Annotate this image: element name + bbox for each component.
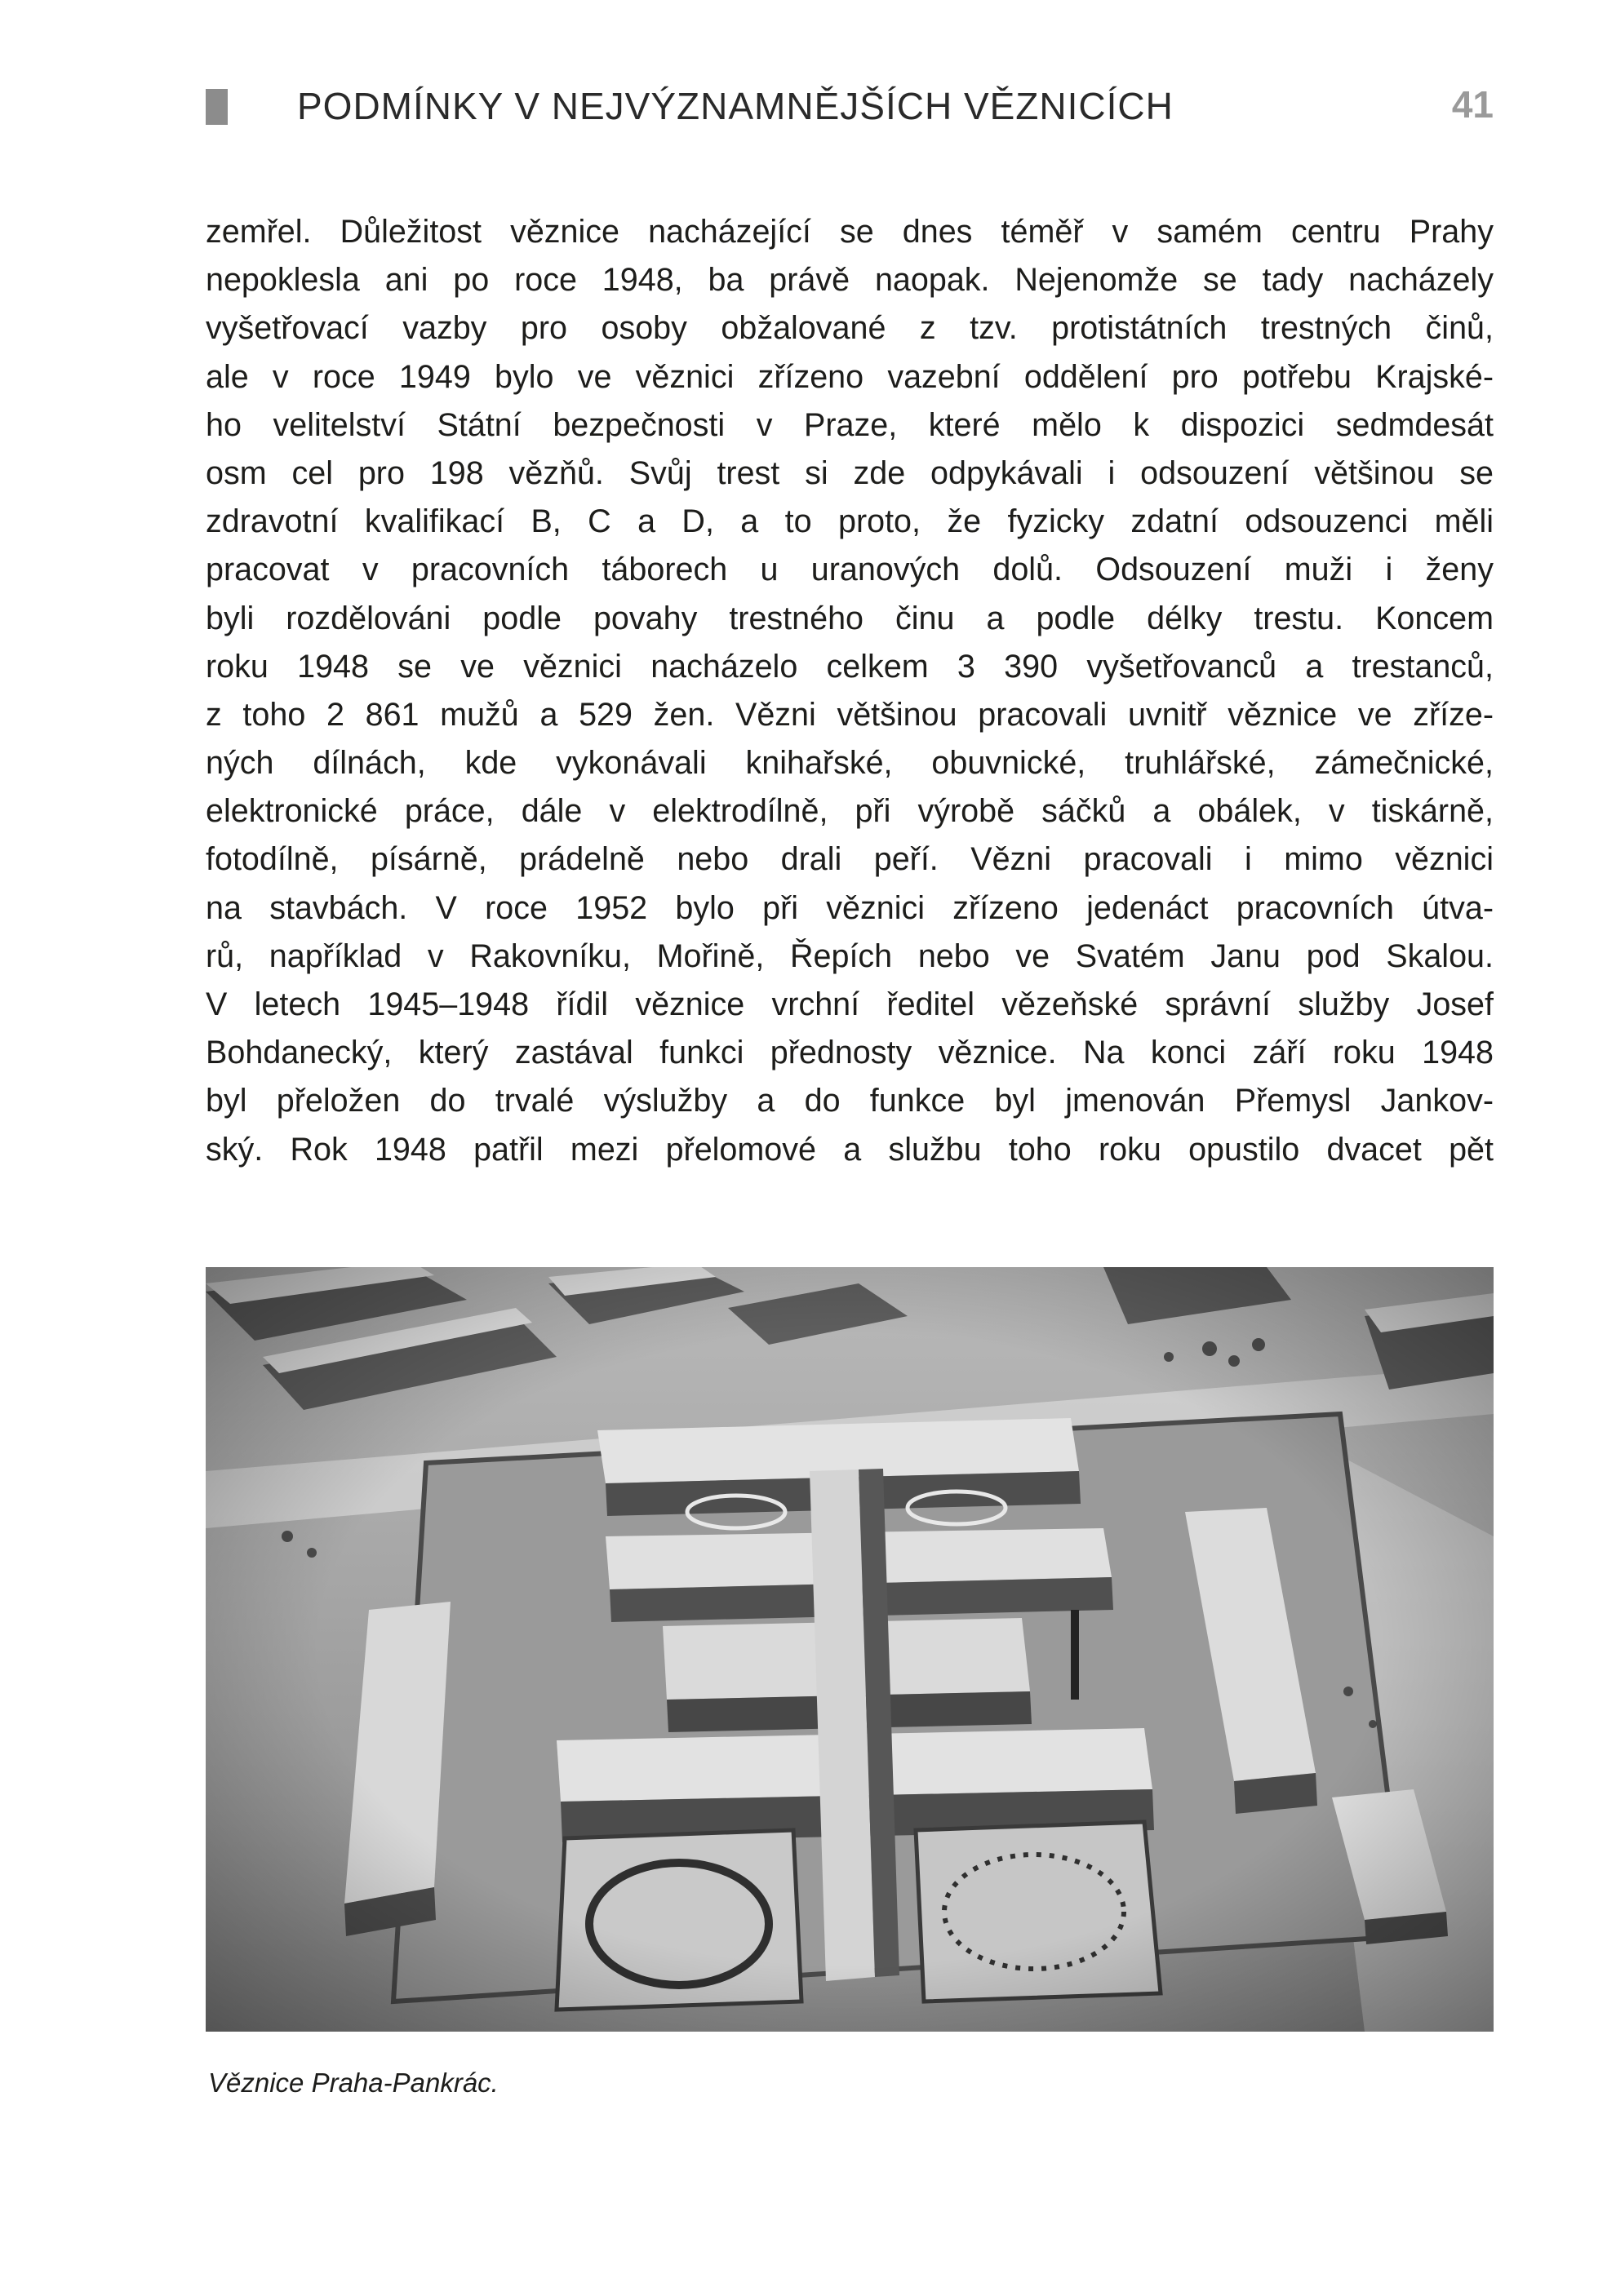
aerial-photo-prison	[206, 1267, 1494, 2032]
text-line: pracovat v pracovních táborech u uranových dolů. Odsouzení muži i ženy	[206, 552, 1494, 588]
chapter-title: PODMÍNKY V NEJVÝZNAMNĚJŠÍCH VĚZNICÍCH	[297, 85, 1174, 127]
header-marker	[206, 89, 228, 125]
text-line: na stavbách. V roce 1952 bylo při věznici zřízeno jedenáct pracovních útva-	[206, 889, 1494, 926]
text-line: zemřel. Důležitost věznice nacházející se dnes téměř v samém centru Prahy	[206, 214, 1494, 250]
text-line: elektronické práce, dále v elektrodílně, při výrobě sáčků a obálek, v tiskárně,	[206, 793, 1494, 830]
text-line: byl přeložen do trvalé výslužby a do funkce byl jmenován Přemysl Jankov-	[206, 1083, 1494, 1119]
text-line: nepoklesla ani po roce 1948, ba právě naopak. Nejenomže se tady nacházely	[206, 262, 1494, 299]
text-line: ho velitelství Státní bezpečnosti v Praze, které mělo k dispozici sedmdesát	[206, 406, 1494, 443]
text-line: rů, například v Rakovníku, Mořině, Řepích nebo ve Svatém Janu pod Skalou.	[206, 937, 1494, 974]
photo-caption: Věznice Praha-Pankrác.	[208, 2068, 499, 2098]
text-line: osm cel pro 198 vězňů. Svůj trest si zde odpykávali i odsouzení většinou se	[206, 454, 1494, 491]
text-line: ale v roce 1949 bylo ve věznici zřízeno vazební oddělení pro potřebu Krajské-	[206, 358, 1494, 395]
photo-illustration	[206, 1267, 1494, 2032]
text-line: ných dílnách, kde vykonávali knihařské, obuvnické, truhlářské, zámečnické,	[206, 745, 1494, 782]
text-line: zdravotní kvalifikací B, C a D, a to proto, že fyzicky zdatní odsouzenci měli	[206, 503, 1494, 540]
text-line: vyšetřovací vazby pro osoby obžalované z tzv. protistátních trestných činů,	[206, 310, 1494, 347]
running-header	[206, 78, 1494, 135]
text-line: fotodílně, písárně, prádelně nebo drali peří. Vězni pracovali i mimo věznici	[206, 841, 1494, 878]
page-number: 41	[1451, 83, 1494, 126]
body-text	[206, 208, 1494, 1174]
text-line: ský. Rok 1948 patřil mezi přelomové a službu toho roku opustilo dvacet pět	[206, 1131, 1494, 1168]
text-line: Bohdanecký, který zastával funkci přednosty věznice. Na konci září roku 1948	[206, 1035, 1494, 1071]
text-line: roku 1948 se ve věznici nacházelo celkem 3 390 vyšetřovanců a trestanců,	[206, 648, 1494, 685]
text-line: V letech 1945–1948 řídil věznice vrchní ředitel vězeňské správní služby Josef	[206, 986, 1494, 1022]
text-line: byli rozdělováni podle povahy trestného činu a podle délky trestu. Koncem	[206, 600, 1494, 636]
text-line: z toho 2 861 mužů a 529 žen. Vězni většinou pracovali uvnitř věznice ve zříze-	[206, 696, 1494, 733]
